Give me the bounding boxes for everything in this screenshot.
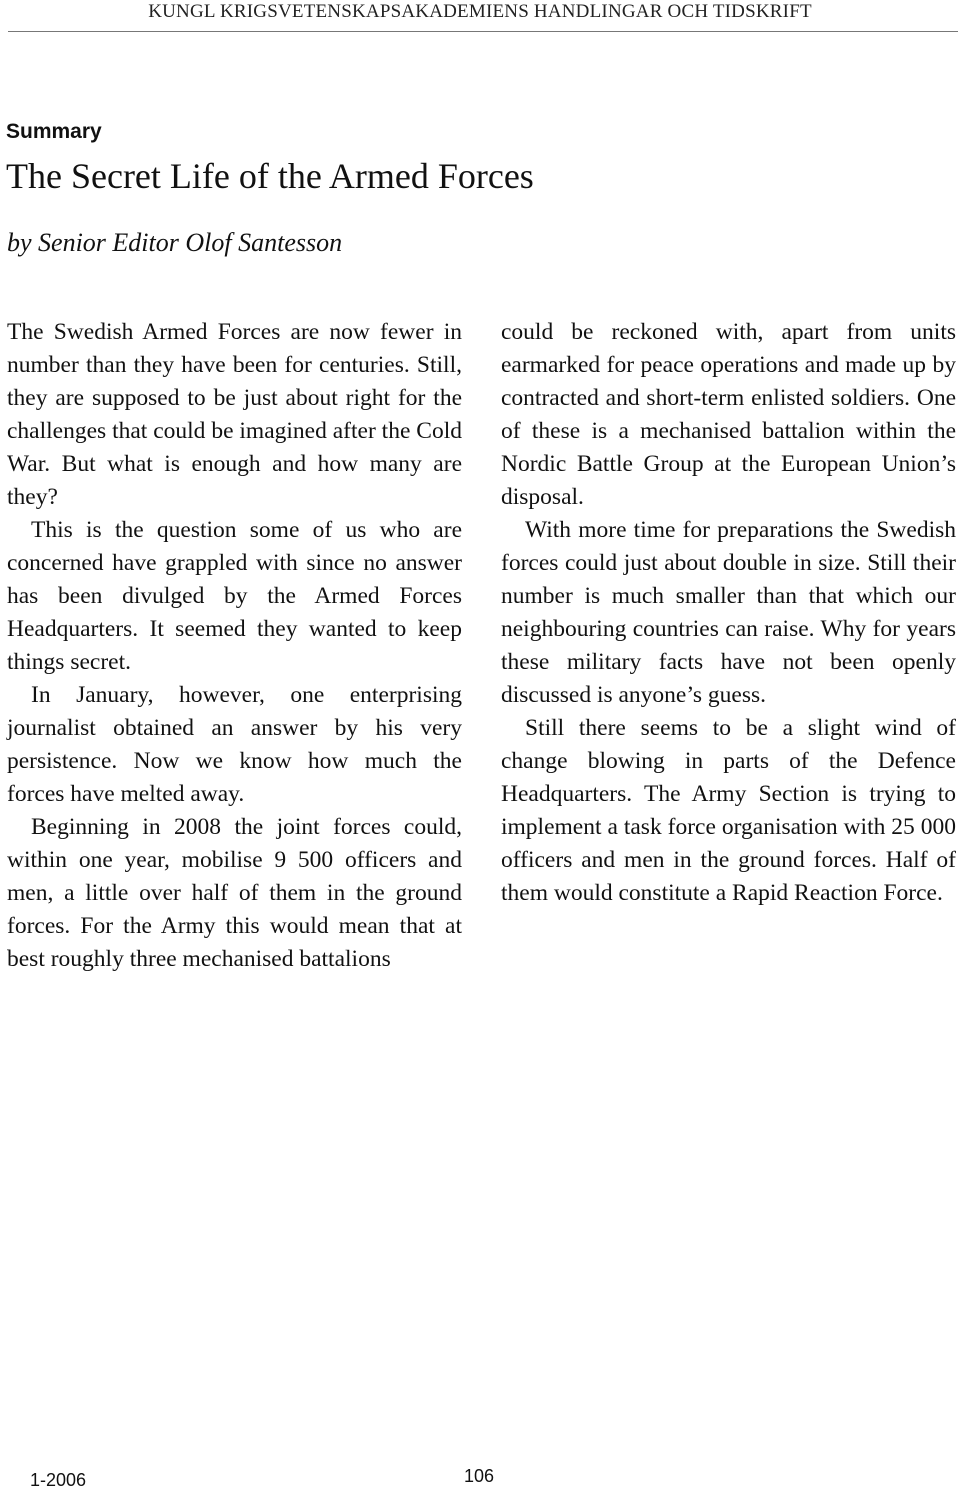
running-head: KUNGL KRIGSVETENSKAPSAKADEMIENS HANDLINGAR OCH TIDSKRIFT <box>148 1 812 22</box>
right-column <box>501 316 956 910</box>
page-number: 106 <box>464 1466 495 1486</box>
paragraph: With more time for preparations the Swedish forces could just about double in size. Still their number is much smaller than that which our neighbouring countries can raise. Why for years these military facts have not been openly discussed is anyone’s guess. <box>501 517 956 708</box>
byline: by Senior Editor Olof Santesson <box>7 228 343 257</box>
article-title: The Secret Life of the Armed Forces <box>6 156 534 196</box>
header-rule <box>8 31 958 32</box>
section-label: Summary <box>6 120 102 143</box>
paragraph: could be reckoned with, apart from units earmarked for peace operations and made up by contracted and short-term enlisted soldiers. One of these is a mechanised battalion within the Nordic Battle Group at the European Union’s disposal. <box>501 319 956 510</box>
paragraph: In January, however, one enterprising journalist obtained an answer by his very persistence. Now we know how much the forces have melted away. <box>7 682 462 807</box>
left-column <box>7 316 462 976</box>
paragraph: Still there seems to be a slight wind of change blowing in parts of the Defence Headquarters. The Army Section is trying to implement a task force organisation with 25 000 officers and men in the ground forces. Half of them would constitute a Rapid Reaction Force. <box>501 715 956 906</box>
paragraph: Beginning in 2008 the joint forces could, within one year, mobilise 9 500 officers and men, a little over half of them in the ground forces. For the Army this would mean that at best roughly three mechanised battalions <box>7 814 462 972</box>
issue-number: 1-2006 <box>30 1470 87 1490</box>
paragraph: This is the question some of us who are concerned have grappled with since no answer has been divulged by the Armed Forces Headquarters. It seemed they wanted to keep things secret. <box>7 517 462 675</box>
paragraph: The Swedish Armed Forces are now fewer in number than they have been for centuries. Still, they are supposed to be just about right for the challenges that could be imagined after the Cold War. But what is enough and how many are they? <box>7 319 462 510</box>
